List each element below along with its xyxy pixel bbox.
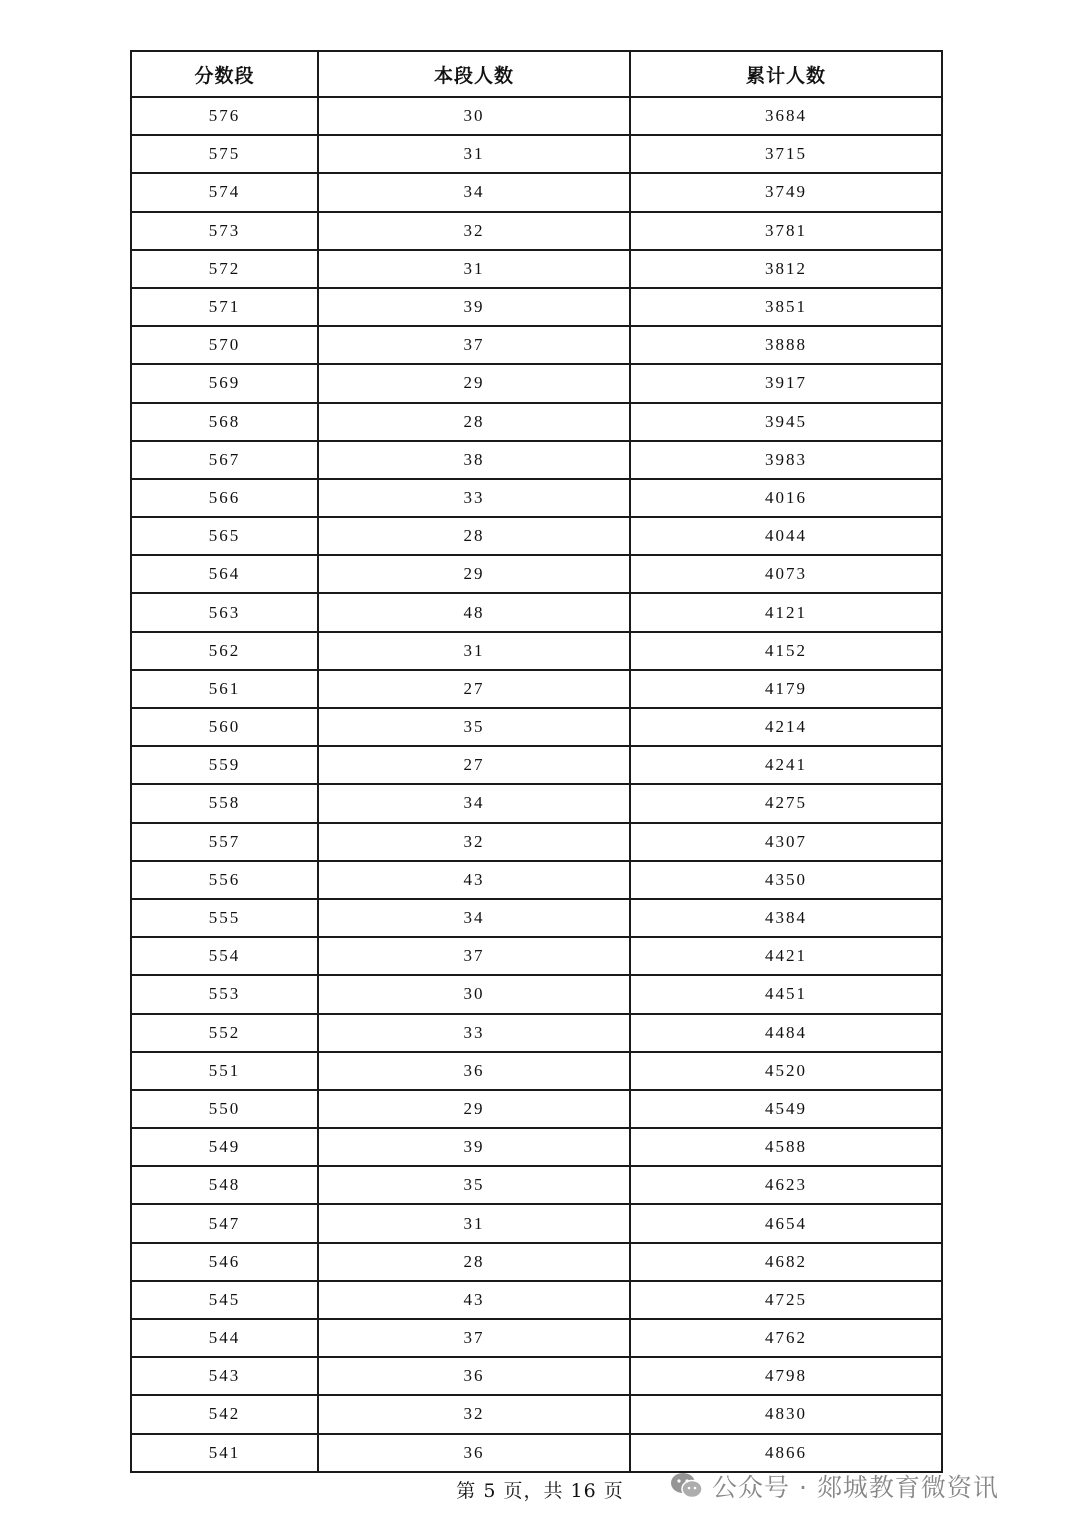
cell-score: 551 bbox=[131, 1052, 318, 1090]
cell-cumulative-count: 4725 bbox=[630, 1281, 942, 1319]
cell-score: 544 bbox=[131, 1319, 318, 1357]
cell-cumulative-count: 4121 bbox=[630, 593, 942, 631]
table-row bbox=[131, 1014, 942, 1052]
cell-segment-count: 37 bbox=[318, 326, 630, 364]
cell-cumulative-count: 4241 bbox=[630, 746, 942, 784]
table-row bbox=[131, 899, 942, 937]
cell-score: 573 bbox=[131, 212, 318, 250]
cell-segment-count: 48 bbox=[318, 593, 630, 631]
cell-segment-count: 33 bbox=[318, 1014, 630, 1052]
cell-segment-count: 34 bbox=[318, 899, 630, 937]
table-row bbox=[131, 1281, 942, 1319]
watermark-text: 公众号 · 郯城教育微资讯 bbox=[712, 1473, 999, 1502]
cell-segment-count: 43 bbox=[318, 1281, 630, 1319]
cell-score: 552 bbox=[131, 1014, 318, 1052]
cell-segment-count: 29 bbox=[318, 364, 630, 402]
cell-score: 574 bbox=[131, 173, 318, 211]
cell-segment-count: 37 bbox=[318, 1319, 630, 1357]
header-cumulative-count: 累计人数 bbox=[630, 51, 942, 97]
cell-segment-count: 28 bbox=[318, 1243, 630, 1281]
cell-cumulative-count: 3917 bbox=[630, 364, 942, 402]
cell-score: 558 bbox=[131, 784, 318, 822]
cell-cumulative-count: 3684 bbox=[630, 97, 942, 135]
cell-score: 554 bbox=[131, 937, 318, 975]
table-row bbox=[131, 364, 942, 402]
cell-score: 571 bbox=[131, 288, 318, 326]
table-row bbox=[131, 555, 942, 593]
cell-score: 569 bbox=[131, 364, 318, 402]
cell-cumulative-count: 3812 bbox=[630, 250, 942, 288]
cell-score: 568 bbox=[131, 403, 318, 441]
cell-cumulative-count: 4830 bbox=[630, 1395, 942, 1433]
cell-score: 557 bbox=[131, 823, 318, 861]
cell-cumulative-count: 4421 bbox=[630, 937, 942, 975]
cell-score: 555 bbox=[131, 899, 318, 937]
table-row bbox=[131, 784, 942, 822]
table-row bbox=[131, 1166, 942, 1204]
cell-cumulative-count: 4350 bbox=[630, 861, 942, 899]
cell-segment-count: 29 bbox=[318, 1090, 630, 1128]
table-row bbox=[131, 250, 942, 288]
table-row bbox=[131, 212, 942, 250]
table-row bbox=[131, 861, 942, 899]
table-row bbox=[131, 97, 942, 135]
cell-segment-count: 32 bbox=[318, 823, 630, 861]
cell-score: 572 bbox=[131, 250, 318, 288]
table-row bbox=[131, 1243, 942, 1281]
cell-segment-count: 31 bbox=[318, 632, 630, 670]
cell-segment-count: 37 bbox=[318, 937, 630, 975]
cell-cumulative-count: 4384 bbox=[630, 899, 942, 937]
score-distribution-table bbox=[130, 50, 943, 1473]
table-row bbox=[131, 1090, 942, 1128]
cell-score: 566 bbox=[131, 479, 318, 517]
table-row bbox=[131, 1204, 942, 1242]
cell-score: 561 bbox=[131, 670, 318, 708]
cell-cumulative-count: 4682 bbox=[630, 1243, 942, 1281]
wechat-watermark bbox=[670, 1466, 999, 1506]
table-header-row bbox=[131, 51, 942, 97]
cell-score: 548 bbox=[131, 1166, 318, 1204]
cell-segment-count: 27 bbox=[318, 670, 630, 708]
table-row bbox=[131, 1052, 942, 1090]
table-row bbox=[131, 746, 942, 784]
cell-cumulative-count: 4549 bbox=[630, 1090, 942, 1128]
header-score-range: 分数段 bbox=[131, 51, 318, 97]
cell-cumulative-count: 4152 bbox=[630, 632, 942, 670]
cell-score: 550 bbox=[131, 1090, 318, 1128]
cell-cumulative-count: 4484 bbox=[630, 1014, 942, 1052]
cell-cumulative-count: 3888 bbox=[630, 326, 942, 364]
cell-score: 565 bbox=[131, 517, 318, 555]
cell-segment-count: 32 bbox=[318, 1395, 630, 1433]
cell-cumulative-count: 4762 bbox=[630, 1319, 942, 1357]
cell-score: 546 bbox=[131, 1243, 318, 1281]
table-row bbox=[131, 1357, 942, 1395]
cell-segment-count: 28 bbox=[318, 403, 630, 441]
cell-cumulative-count: 4307 bbox=[630, 823, 942, 861]
cell-score: 545 bbox=[131, 1281, 318, 1319]
cell-segment-count: 31 bbox=[318, 135, 630, 173]
table-body bbox=[131, 97, 942, 1472]
table-row bbox=[131, 403, 942, 441]
cell-cumulative-count: 4798 bbox=[630, 1357, 942, 1395]
cell-segment-count: 30 bbox=[318, 97, 630, 135]
cell-score: 553 bbox=[131, 975, 318, 1013]
cell-cumulative-count: 4866 bbox=[630, 1434, 942, 1472]
cell-score: 567 bbox=[131, 441, 318, 479]
cell-segment-count: 34 bbox=[318, 173, 630, 211]
cell-segment-count: 43 bbox=[318, 861, 630, 899]
cell-score: 542 bbox=[131, 1395, 318, 1433]
cell-segment-count: 36 bbox=[318, 1052, 630, 1090]
cell-cumulative-count: 4588 bbox=[630, 1128, 942, 1166]
cell-cumulative-count: 4623 bbox=[630, 1166, 942, 1204]
cell-cumulative-count: 3781 bbox=[630, 212, 942, 250]
wechat-icon bbox=[670, 1471, 704, 1501]
cell-segment-count: 33 bbox=[318, 479, 630, 517]
cell-cumulative-count: 4451 bbox=[630, 975, 942, 1013]
cell-cumulative-count: 4016 bbox=[630, 479, 942, 517]
table-row bbox=[131, 326, 942, 364]
cell-cumulative-count: 4654 bbox=[630, 1204, 942, 1242]
cell-score: 549 bbox=[131, 1128, 318, 1166]
table-row bbox=[131, 632, 942, 670]
table-row bbox=[131, 593, 942, 631]
table-row bbox=[131, 517, 942, 555]
cell-score: 559 bbox=[131, 746, 318, 784]
cell-segment-count: 30 bbox=[318, 975, 630, 1013]
header-segment-count: 本段人数 bbox=[318, 51, 630, 97]
cell-cumulative-count: 3851 bbox=[630, 288, 942, 326]
cell-score: 575 bbox=[131, 135, 318, 173]
table-row bbox=[131, 670, 942, 708]
cell-segment-count: 28 bbox=[318, 517, 630, 555]
cell-segment-count: 39 bbox=[318, 288, 630, 326]
table-row bbox=[131, 135, 942, 173]
table-row bbox=[131, 937, 942, 975]
cell-score: 543 bbox=[131, 1357, 318, 1395]
cell-cumulative-count: 3945 bbox=[630, 403, 942, 441]
cell-segment-count: 27 bbox=[318, 746, 630, 784]
cell-score: 560 bbox=[131, 708, 318, 746]
cell-score: 570 bbox=[131, 326, 318, 364]
table-row bbox=[131, 1395, 942, 1433]
cell-segment-count: 35 bbox=[318, 708, 630, 746]
cell-score: 564 bbox=[131, 555, 318, 593]
cell-score: 562 bbox=[131, 632, 318, 670]
table-row bbox=[131, 1319, 942, 1357]
cell-score: 547 bbox=[131, 1204, 318, 1242]
table-row bbox=[131, 479, 942, 517]
cell-cumulative-count: 4275 bbox=[630, 784, 942, 822]
table-row bbox=[131, 1128, 942, 1166]
cell-cumulative-count: 4520 bbox=[630, 1052, 942, 1090]
cell-cumulative-count: 4214 bbox=[630, 708, 942, 746]
cell-score: 576 bbox=[131, 97, 318, 135]
cell-segment-count: 38 bbox=[318, 441, 630, 479]
cell-cumulative-count: 4179 bbox=[630, 670, 942, 708]
page-number-text: 第 5 页，共 16 页 bbox=[456, 1480, 624, 1502]
cell-cumulative-count: 4073 bbox=[630, 555, 942, 593]
table-row bbox=[131, 441, 942, 479]
table-row bbox=[131, 173, 942, 211]
cell-segment-count: 31 bbox=[318, 250, 630, 288]
table-row bbox=[131, 708, 942, 746]
cell-segment-count: 29 bbox=[318, 555, 630, 593]
cell-score: 541 bbox=[131, 1434, 318, 1472]
table-row bbox=[131, 823, 942, 861]
cell-segment-count: 31 bbox=[318, 1204, 630, 1242]
cell-segment-count: 39 bbox=[318, 1128, 630, 1166]
cell-segment-count: 32 bbox=[318, 212, 630, 250]
cell-segment-count: 36 bbox=[318, 1357, 630, 1395]
table-row bbox=[131, 288, 942, 326]
table-row bbox=[131, 975, 942, 1013]
cell-cumulative-count: 3715 bbox=[630, 135, 942, 173]
cell-cumulative-count: 4044 bbox=[630, 517, 942, 555]
cell-score: 563 bbox=[131, 593, 318, 631]
cell-score: 556 bbox=[131, 861, 318, 899]
cell-segment-count: 35 bbox=[318, 1166, 630, 1204]
cell-cumulative-count: 3749 bbox=[630, 173, 942, 211]
cell-segment-count: 34 bbox=[318, 784, 630, 822]
cell-cumulative-count: 3983 bbox=[630, 441, 942, 479]
cell-segment-count: 36 bbox=[318, 1434, 630, 1472]
